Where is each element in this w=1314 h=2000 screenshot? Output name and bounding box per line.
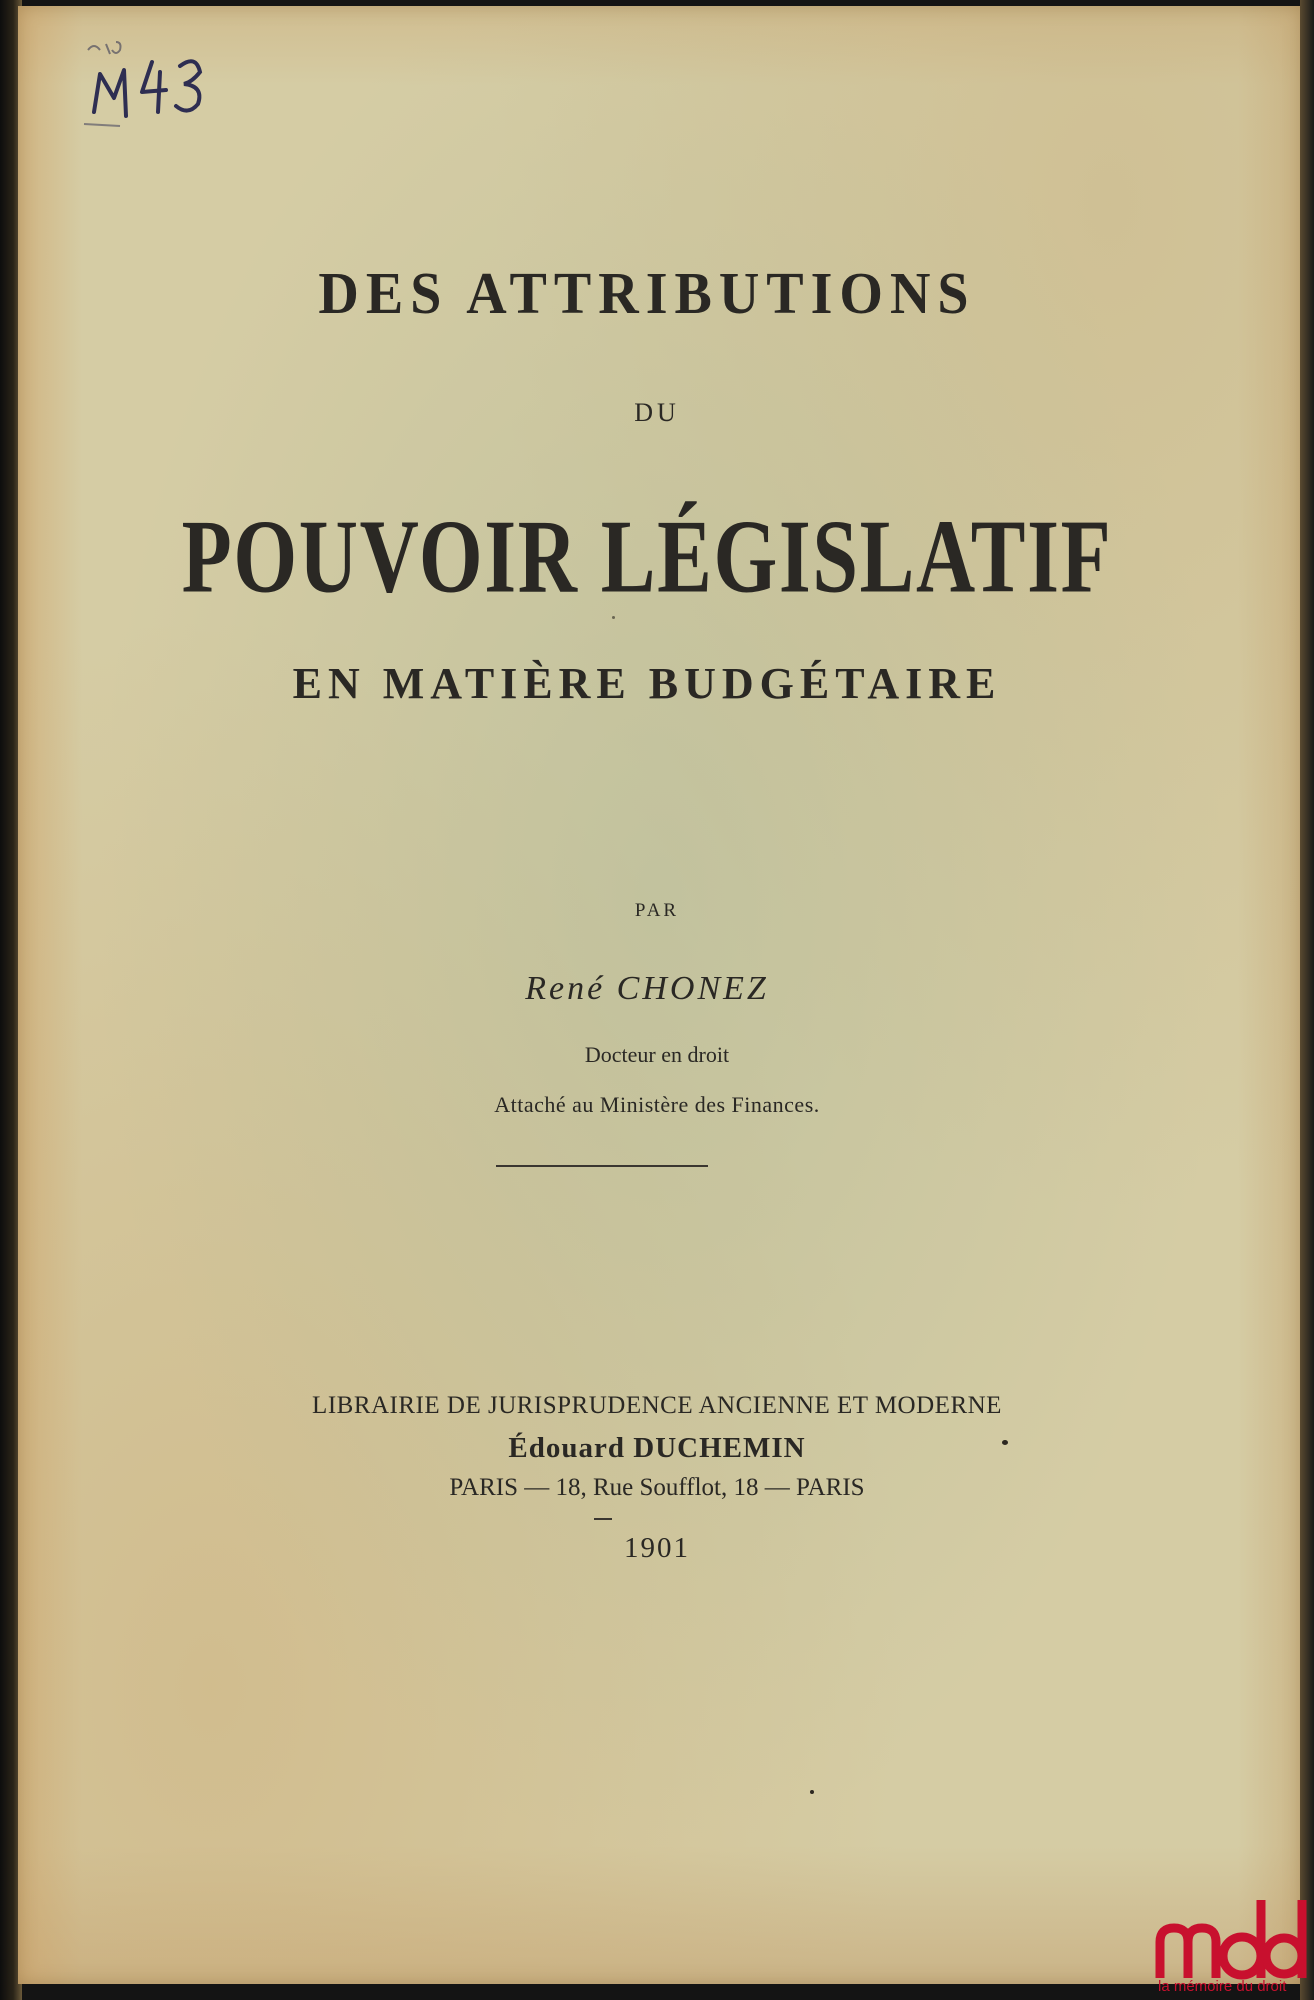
publisher-address: PARIS — 18, Rue Soufflot, 18 — PARIS [449,1474,865,1501]
author-degree: Docteur en droit [584,1042,730,1067]
year-dash [594,1518,612,1520]
publisher-line: LIBRAIRIE DE JURISPRUDENCE ANCIENNE ET MODERNE [312,1392,1002,1419]
author-name: René CHONEZ [525,970,769,1007]
publisher-name: Édouard DUCHEMIN [508,1432,806,1464]
handwritten-shelf-mark [80,32,240,132]
separator-rule [496,1165,708,1167]
title-line-2: DU [634,398,680,427]
publication-year: 1901 [624,1532,690,1564]
main-title: POUVOIR LÉGISLATIF [181,498,1113,615]
subtitle: EN MATIÈRE BUDGÉTAIRE [292,659,1002,708]
ink-speck [1002,1440,1008,1445]
author-position: Attaché au Ministère des Finances. [494,1092,820,1117]
logo-tagline: la mémoire du droit [1158,1978,1287,1995]
by-label: PAR [634,900,680,921]
title-line-1: DES ATTRIBUTIONS [318,261,976,327]
ink-speck [810,1790,814,1794]
ink-speck [612,616,615,619]
